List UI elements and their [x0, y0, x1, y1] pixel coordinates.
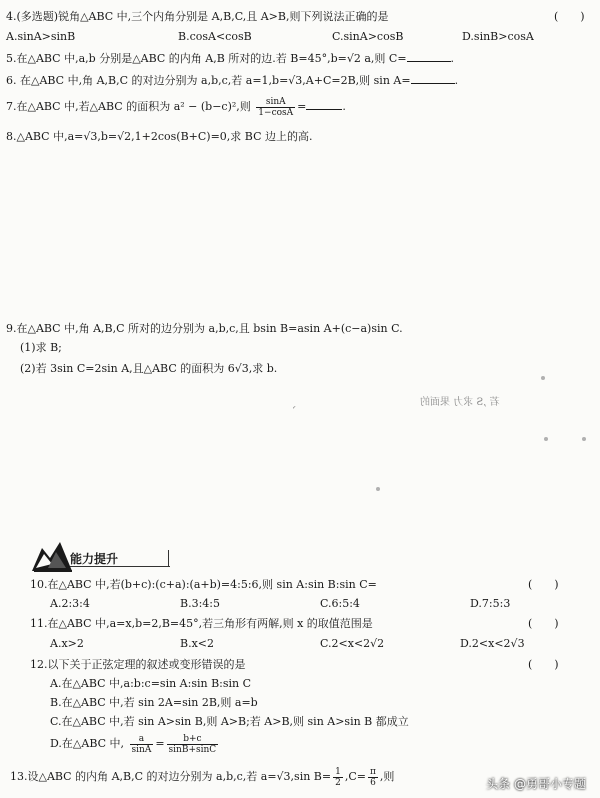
q11-option-b: B.x<2 — [180, 637, 214, 650]
q11-answer-paren: ( ) — [528, 617, 559, 630]
q12-d-fraction-right — [167, 734, 219, 755]
fraction-numerator: a — [130, 734, 154, 745]
q4-option-b: B.cosA<cosB — [178, 30, 252, 43]
q7-stem: 7.在△ABC 中,若△ABC 的面积为 a² − (b−c)²,则 — [6, 100, 251, 113]
section-header — [30, 538, 210, 572]
q10-option-c: C.6:5:4 — [320, 597, 360, 610]
scan-speck — [544, 437, 548, 441]
q13-mid: ,C= — [344, 770, 366, 783]
q13-text — [10, 766, 394, 788]
fraction-numerator: b+c — [167, 734, 219, 745]
q11-option-d: D.2<x<2√3 — [460, 637, 525, 650]
q4-stem: 4.(多选题)锐角△ABC 中,三个内角分别是 A,B,C,且 A>B,则下列说法正确的是 — [6, 10, 389, 23]
q10-option-b: B.3:4:5 — [180, 597, 220, 610]
q7-equals: = — [297, 100, 307, 113]
q12-option-d — [50, 733, 220, 755]
q5-answer-blank — [407, 61, 451, 62]
q10-option-d: D.7:5:3 — [470, 597, 511, 610]
q12-option-b: B.在△ABC 中,若 sin 2A=sin 2B,则 a=b — [50, 696, 258, 709]
section-underline — [70, 566, 170, 567]
q13-tail: ,则 — [379, 770, 395, 783]
q7-fraction-numerator: sinA — [256, 97, 295, 108]
q7-answer-blank — [306, 109, 342, 110]
section-divider — [168, 550, 169, 566]
q11-option-a: A.x>2 — [50, 637, 84, 650]
q5-text: 5.在△ABC 中,a,b 分别是△ABC 的内角 A,B 所对的边.若 B=45°,b=√2 a,则 C= . — [6, 52, 455, 65]
q6-stem: 6. 在△ABC 中,角 A,B,C 的对边分别为 a,b,c,若 a=1,b=√3,A+C=2B,则 sin A= — [6, 74, 411, 87]
q7-text: 7.在△ABC 中,若△ABC 的面积为 a² − (b−c)²,则 $\frac{\sin A}{1-\cos A}$ = . — [6, 96, 346, 118]
q13-fraction-sinb — [333, 767, 343, 788]
q12-option-a: A.在△ABC 中,a:b:c=sin A:sin B:sin C — [50, 677, 252, 690]
q4-option-c: C.sinA>cosB — [332, 30, 404, 43]
fraction-denominator: sinB+sinC — [168, 744, 217, 755]
q9-part2: (2)若 3sin C=2sin A,且△ABC 的面积为 6√3,求 b. — [20, 362, 278, 375]
fraction-denominator: 6 — [370, 777, 376, 788]
watermark: 头条 @勇哥小专题 — [486, 777, 586, 791]
q6-text: 6. 在△ABC 中,角 A,B,C 的对边分别为 a,b,c,若 a=1,b=√3,A+C=2B,则 sin A= . — [6, 74, 459, 87]
fraction-numerator: π — [369, 766, 376, 777]
q12-option-c: C.在△ABC 中,若 sin A>sin B,则 A>B;若 A>B,则 sin A>sin B 都成立 — [50, 715, 409, 728]
q10-stem: 10.在△ABC 中,若(b+c):(c+a):(a+b)=4:5:6,则 sin A:sin B:sin C= — [30, 578, 377, 591]
q12-d-equals: = — [155, 737, 165, 750]
q11-stem: 11.在△ABC 中,a=x,b=2,B=45°,若三角形有两解,则 x 的取值范围是 — [30, 617, 373, 630]
fraction-numerator: 1 — [335, 766, 341, 777]
q9-stem: 9.在△ABC 中,角 A,B,C 所对的边分别为 a,b,c,且 bsin B=asin A+(c−a)sin C. — [6, 322, 403, 335]
section-badge-icon — [30, 538, 74, 572]
scan-speck — [582, 437, 586, 441]
q4-option-a: A.sinA>sinB — [6, 30, 76, 43]
q4-option-d: D.sinB>cosA — [462, 30, 534, 43]
bleed-through-mark: 、 — [286, 400, 296, 411]
fraction-denominator: sinA — [131, 744, 152, 755]
q11-option-c: C.2<x<2√2 — [320, 637, 385, 650]
q10-option-a: A.2:3:4 — [50, 597, 90, 610]
q7-fraction-denominator: 1−cosA — [258, 107, 294, 118]
q7-fraction — [256, 97, 295, 118]
fraction-denominator: 2 — [335, 777, 341, 788]
q5-stem: 5.在△ABC 中,a,b 分别是△ABC 的内角 A,B 所对的边.若 B=45°,b=√2 a,则 C= — [6, 52, 407, 65]
q4-answer-paren: ( ) — [554, 10, 585, 23]
q10-answer-paren: ( ) — [528, 578, 559, 591]
q12-option-d-prefix: D.在△ABC 中, — [50, 737, 125, 750]
scan-speck — [376, 487, 380, 491]
q6-answer-blank — [411, 83, 455, 84]
q12-stem: 12.以下关于正弦定理的叙述或变形错误的是 — [30, 658, 246, 671]
scan-speck — [541, 376, 545, 380]
q12-d-fraction-left — [130, 734, 154, 755]
q9-part1: (1)求 B; — [20, 341, 62, 354]
q13-prefix: 13.设△ABC 的内角 A,B,C 的对边分别为 a,b,c,若 a=√3,sin B= — [10, 770, 332, 783]
q12-answer-paren: ( ) — [528, 658, 559, 671]
q8-text: 8.△ABC 中,a=√3,b=√2,1+2cos(B+C)=0,求 BC 边上的高. — [6, 130, 313, 143]
q13-fraction-c — [368, 767, 378, 788]
bleed-through-text: 若 ,S 求力 果面的 — [420, 397, 500, 408]
section-title: 能力提升 — [70, 552, 119, 566]
